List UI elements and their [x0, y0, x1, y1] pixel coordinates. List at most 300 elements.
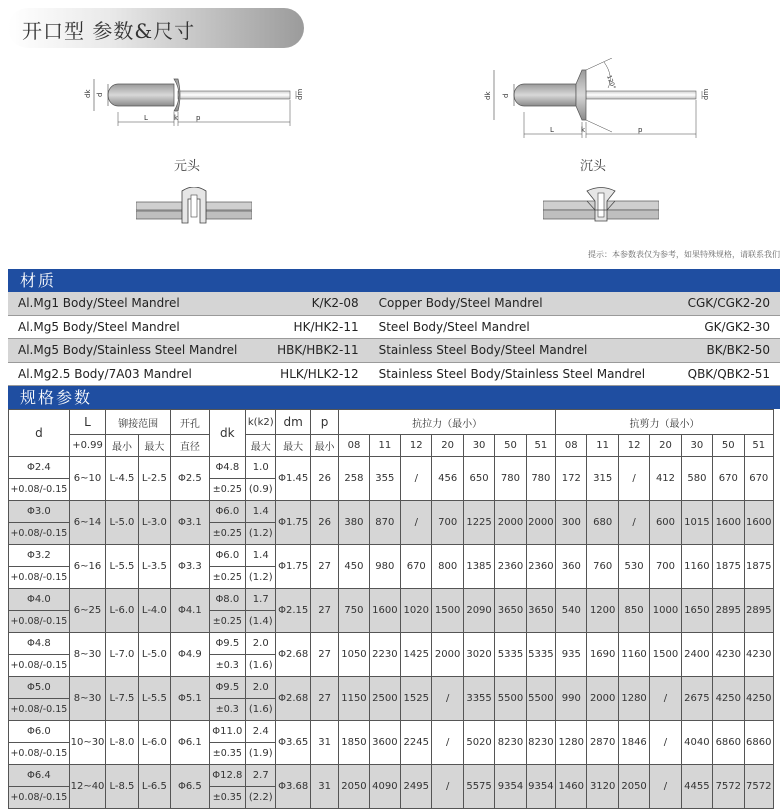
- material-name: Stainless Steel Body/Steel Mandrel: [369, 339, 672, 363]
- grip-min: L-6.0: [106, 589, 138, 633]
- head-height-k2: (1.6): [246, 655, 276, 677]
- shear-value: 2400: [681, 633, 712, 677]
- hole-diameter: Φ5.1: [171, 677, 210, 721]
- header-d: d: [9, 410, 70, 457]
- header-k: k(k2): [246, 410, 276, 435]
- shear-value: 2000: [587, 677, 618, 721]
- tensile-value: 2000: [432, 633, 463, 677]
- shear-value: 2870: [587, 721, 618, 765]
- diameter-tolerance: +0.08/-0.15: [9, 743, 70, 765]
- head-height-k2: (1.2): [246, 523, 276, 545]
- tensile-value: 9354: [526, 765, 555, 809]
- grip-min: L-7.5: [106, 677, 138, 721]
- diameter-tolerance: +0.08/-0.15: [9, 611, 70, 633]
- dome-head-rivet-drawing: [70, 70, 310, 130]
- shear-value: 1500: [650, 633, 681, 677]
- hole-diameter: Φ3.3: [171, 545, 210, 589]
- shear-value: 1690: [587, 633, 618, 677]
- shear-value: 4250: [713, 677, 744, 721]
- tensile-value: 1050: [339, 633, 369, 677]
- dome-head-installed-section: [136, 187, 252, 227]
- shear-value: 1460: [556, 765, 587, 809]
- tensile-value: 980: [369, 545, 400, 589]
- shear-value: 760: [587, 545, 618, 589]
- tensile-value: 3020: [463, 633, 494, 677]
- shear-value: 4250: [744, 677, 774, 721]
- mandrel-length: 26: [310, 501, 338, 545]
- shear-code: 20: [650, 435, 681, 457]
- material-row: [8, 315, 780, 339]
- grip-max: L-6.0: [138, 721, 170, 765]
- shear-value: 580: [681, 457, 712, 501]
- shear-value: 700: [650, 545, 681, 589]
- tensile-value: 800: [432, 545, 463, 589]
- tensile-value: 750: [339, 589, 369, 633]
- tensile-value: 700: [432, 501, 463, 545]
- dim-label-p: p: [638, 126, 643, 134]
- tensile-value: /: [432, 677, 463, 721]
- tensile-value: 5335: [495, 633, 526, 677]
- diameter-tolerance: +0.08/-0.15: [9, 655, 70, 677]
- tensile-value: 2360: [495, 545, 526, 589]
- shear-value: 412: [650, 457, 681, 501]
- shear-value: 4040: [681, 721, 712, 765]
- material-name: Al.Mg1 Body/Steel Mandrel: [8, 292, 261, 315]
- tensile-value: 258: [339, 457, 369, 501]
- tensile-value: /: [432, 765, 463, 809]
- material-code: HK/HK2-11: [261, 315, 368, 339]
- diameter: Φ2.4: [9, 457, 70, 479]
- length-range: 6~14: [69, 501, 105, 545]
- header-k-max: 最大: [246, 435, 276, 457]
- spec-row: [9, 765, 774, 787]
- grip-min: L-7.0: [106, 633, 138, 677]
- tensile-value: 2360: [526, 545, 555, 589]
- spec-row: [9, 457, 774, 479]
- grip-max: L-2.5: [138, 457, 170, 501]
- shear-code: 50: [713, 435, 744, 457]
- rivet-head: [174, 79, 180, 111]
- header-p-min: 最小: [310, 435, 338, 457]
- tensile-code: 51: [526, 435, 555, 457]
- header-dm-max: 最大: [276, 435, 310, 457]
- grip-max: L-4.0: [138, 589, 170, 633]
- diameter: Φ4.0: [9, 589, 70, 611]
- rivet-body: [108, 84, 174, 106]
- grip-min: L-5.0: [106, 501, 138, 545]
- mandrel-diameter: Φ2.68: [276, 633, 310, 677]
- spec-row: [9, 501, 774, 523]
- length-range: 8~30: [69, 633, 105, 677]
- shear-value: 1846: [618, 721, 649, 765]
- shear-value: 1160: [618, 633, 649, 677]
- header-hole-2: 直径: [171, 435, 210, 457]
- material-row: [8, 362, 780, 386]
- tensile-value: 8230: [495, 721, 526, 765]
- tensile-value: 870: [369, 501, 400, 545]
- shear-value: /: [650, 765, 681, 809]
- diameter-tolerance: +0.08/-0.15: [9, 567, 70, 589]
- dim-label-angle: 120°: [605, 74, 617, 91]
- mandrel-length: 27: [310, 545, 338, 589]
- tensile-value: 3650: [495, 589, 526, 633]
- tensile-value: 2000: [495, 501, 526, 545]
- tensile-value: 1385: [463, 545, 494, 589]
- tensile-value: 2090: [463, 589, 494, 633]
- tensile-value: 5335: [526, 633, 555, 677]
- shear-value: 6860: [713, 721, 744, 765]
- material-code: CGK/CGK2-20: [672, 292, 780, 315]
- header-shear: 抗剪力（最小）: [556, 410, 774, 435]
- mandrel: [178, 91, 290, 99]
- length-range: 12~40: [69, 765, 105, 809]
- tensile-value: 1150: [339, 677, 369, 721]
- head-diameter: Φ6.0: [209, 501, 245, 523]
- tensile-value: 8230: [526, 721, 555, 765]
- spec-row: [9, 677, 774, 699]
- head-height-k2: (1.2): [246, 567, 276, 589]
- head-diameter: Φ11.0: [209, 721, 245, 743]
- shear-value: 540: [556, 589, 587, 633]
- tensile-value: 3355: [463, 677, 494, 721]
- length-range: 10~30: [69, 721, 105, 765]
- mandrel-length: 26: [310, 457, 338, 501]
- material-name: Al.Mg5 Body/Steel Mandrel: [8, 315, 261, 339]
- hole-diameter: Φ6.5: [171, 765, 210, 809]
- tensile-value: 2500: [369, 677, 400, 721]
- header-grip-range: 铆接范围: [106, 410, 171, 435]
- tensile-value: 780: [495, 457, 526, 501]
- diameter: Φ5.0: [9, 677, 70, 699]
- diameter-tolerance: +0.08/-0.15: [9, 479, 70, 501]
- header-grip-max: 最大: [138, 435, 170, 457]
- mandrel-diameter: Φ3.65: [276, 721, 310, 765]
- mandrel-length: 27: [310, 633, 338, 677]
- dim-label-dk: dk: [84, 89, 92, 98]
- tensile-value: 4090: [369, 765, 400, 809]
- material-code: HLK/HLK2-12: [261, 362, 368, 386]
- tensile-value: /: [432, 721, 463, 765]
- header-L-tolerance: +0.99: [69, 435, 105, 457]
- shear-value: 7572: [713, 765, 744, 809]
- spec-section-header: [8, 386, 780, 409]
- spec-row: [9, 589, 774, 611]
- countersunk-installed-section: [543, 187, 659, 227]
- tensile-code: 11: [369, 435, 400, 457]
- hole-diameter: Φ4.9: [171, 633, 210, 677]
- header-L: L: [69, 410, 105, 435]
- tensile-value: 2050: [339, 765, 369, 809]
- shear-value: 360: [556, 545, 587, 589]
- shear-value: 2050: [618, 765, 649, 809]
- section-title-bar: [8, 8, 304, 48]
- grip-min: L-8.5: [106, 765, 138, 809]
- diameter: Φ3.0: [9, 501, 70, 523]
- header-p: p: [310, 410, 338, 435]
- shear-value: 1650: [681, 589, 712, 633]
- material-row: [8, 292, 780, 315]
- page-title: 开口型 参数&尺寸: [22, 19, 196, 43]
- diameter: Φ3.2: [9, 545, 70, 567]
- spec-header-row: [9, 410, 774, 435]
- tensile-value: 5020: [463, 721, 494, 765]
- material-name: Al.Mg5 Body/Stainless Steel Mandrel: [8, 339, 261, 363]
- diameter: Φ6.4: [9, 765, 70, 787]
- head-diameter-tolerance: ±0.3: [209, 699, 245, 721]
- shear-value: 990: [556, 677, 587, 721]
- material-name: Steel Body/Steel Mandrel: [369, 315, 672, 339]
- shear-value: 1600: [744, 501, 774, 545]
- material-section-header: [8, 269, 780, 292]
- material-name: Stainless Steel Body/Stainless Steel Mandrel: [369, 362, 672, 386]
- mandrel: [586, 91, 696, 99]
- header-hole-1: 开孔: [171, 410, 210, 435]
- material-section-title: 材质: [20, 271, 57, 290]
- shear-value: 1015: [681, 501, 712, 545]
- shear-value: 1200: [587, 589, 618, 633]
- tensile-code: 08: [339, 435, 369, 457]
- tensile-value: 1525: [401, 677, 432, 721]
- head-height: 1.4: [246, 501, 276, 523]
- shear-value: /: [618, 457, 649, 501]
- head-diameter: Φ9.5: [209, 633, 245, 655]
- head-diameter: Φ6.0: [209, 545, 245, 567]
- shear-value: 530: [618, 545, 649, 589]
- dim-label-k: k: [581, 126, 586, 134]
- grip-max: L-5.5: [138, 677, 170, 721]
- shear-value: 680: [587, 501, 618, 545]
- head-height: 2.0: [246, 677, 276, 699]
- header-tensile: 抗拉力（最小）: [339, 410, 556, 435]
- shear-value: 670: [713, 457, 744, 501]
- dim-label-d: d: [502, 93, 510, 98]
- shear-value: 300: [556, 501, 587, 545]
- head-height: 2.0: [246, 633, 276, 655]
- dim-label-d: d: [96, 92, 104, 97]
- tensile-value: 450: [339, 545, 369, 589]
- material-code: K/K2-08: [261, 292, 368, 315]
- grip-min: L-4.5: [106, 457, 138, 501]
- shear-value: /: [618, 501, 649, 545]
- shear-value: 1280: [556, 721, 587, 765]
- hole-diameter: Φ3.1: [171, 501, 210, 545]
- length-range: 6~25: [69, 589, 105, 633]
- tensile-value: 355: [369, 457, 400, 501]
- shear-code: 12: [618, 435, 649, 457]
- head-height-k2: (1.4): [246, 611, 276, 633]
- head-diameter: Φ9.5: [209, 677, 245, 699]
- material-table: [8, 292, 780, 386]
- tensile-value: 5575: [463, 765, 494, 809]
- head-diameter: Φ8.0: [209, 589, 245, 611]
- header-dm: dm: [276, 410, 310, 435]
- shear-value: 4230: [713, 633, 744, 677]
- mandrel-length: 31: [310, 765, 338, 809]
- dome-head-caption: 元头: [174, 159, 201, 174]
- head-diameter: Φ12.8: [209, 765, 245, 787]
- tensile-value: 1225: [463, 501, 494, 545]
- diameter: Φ6.0: [9, 721, 70, 743]
- tensile-value: 1020: [401, 589, 432, 633]
- tensile-value: 2495: [401, 765, 432, 809]
- material-row: [8, 339, 780, 363]
- shear-value: 935: [556, 633, 587, 677]
- shear-value: 172: [556, 457, 587, 501]
- tensile-value: 1600: [369, 589, 400, 633]
- length-range: 8~30: [69, 677, 105, 721]
- shear-value: 7572: [744, 765, 774, 809]
- head-height: 2.7: [246, 765, 276, 787]
- material-code: HBK/HBK2-11: [261, 339, 368, 363]
- reference-note: 提示：本参数表仅为参考，如果特殊规格，请联系我们: [588, 250, 780, 259]
- mandrel-diameter: Φ1.75: [276, 545, 310, 589]
- header-grip-min: 最小: [106, 435, 138, 457]
- tensile-value: 650: [463, 457, 494, 501]
- tensile-value: 9354: [495, 765, 526, 809]
- dim-label-L: L: [550, 126, 554, 134]
- tensile-value: 3650: [526, 589, 555, 633]
- shear-value: 670: [744, 457, 774, 501]
- material-code: GK/GK2-30: [672, 315, 780, 339]
- head-height-k2: (0.9): [246, 479, 276, 501]
- shear-value: 4455: [681, 765, 712, 809]
- head-diameter-tolerance: ±0.25: [209, 567, 245, 589]
- tensile-value: 5500: [526, 677, 555, 721]
- head-height-k2: (2.2): [246, 787, 276, 809]
- mandrel-diameter: Φ2.68: [276, 677, 310, 721]
- shear-value: 2675: [681, 677, 712, 721]
- shear-value: 2895: [713, 589, 744, 633]
- length-range: 6~16: [69, 545, 105, 589]
- mandrel-length: 27: [310, 589, 338, 633]
- head-height: 2.4: [246, 721, 276, 743]
- shear-value: 1280: [618, 677, 649, 721]
- diameter-tolerance: +0.08/-0.15: [9, 523, 70, 545]
- head-height: 1.4: [246, 545, 276, 567]
- shear-value: 1600: [713, 501, 744, 545]
- tensile-value: 2245: [401, 721, 432, 765]
- diameter-tolerance: +0.08/-0.15: [9, 787, 70, 809]
- grip-min: L-5.5: [106, 545, 138, 589]
- shear-value: 315: [587, 457, 618, 501]
- shear-value: 850: [618, 589, 649, 633]
- spec-row: [9, 545, 774, 567]
- diameter-tolerance: +0.08/-0.15: [9, 699, 70, 721]
- tensile-value: /: [401, 501, 432, 545]
- spec-section-title: 规格参数: [20, 388, 93, 407]
- shear-value: 6860: [744, 721, 774, 765]
- dim-label-dk: dk: [484, 91, 492, 100]
- tensile-value: 5500: [495, 677, 526, 721]
- diameter: Φ4.8: [9, 633, 70, 655]
- mandrel-diameter: Φ2.15: [276, 589, 310, 633]
- material-code: QBK/QBK2-51: [672, 362, 780, 386]
- tensile-value: 3600: [369, 721, 400, 765]
- header-dk: dk: [209, 410, 245, 457]
- spec-table: [8, 409, 774, 809]
- material-code: BK/BK2-50: [672, 339, 780, 363]
- dim-label-dm: dm: [296, 88, 304, 100]
- hole-diameter: Φ4.1: [171, 589, 210, 633]
- shear-code: 08: [556, 435, 587, 457]
- hole-diameter: Φ2.5: [171, 457, 210, 501]
- shear-value: 1000: [650, 589, 681, 633]
- head-diameter-tolerance: ±0.25: [209, 523, 245, 545]
- head-diameter-tolerance: ±0.35: [209, 743, 245, 765]
- head-diameter-tolerance: ±0.35: [209, 787, 245, 809]
- head-height: 1.0: [246, 457, 276, 479]
- hole-diameter: Φ6.1: [171, 721, 210, 765]
- shear-value: /: [650, 721, 681, 765]
- dim-label-p: p: [196, 114, 201, 122]
- head-height-k2: (1.6): [246, 699, 276, 721]
- material-name: Al.Mg2.5 Body/7A03 Mandrel: [8, 362, 261, 386]
- tensile-code: 50: [495, 435, 526, 457]
- spec-row: [9, 721, 774, 743]
- shear-value: 1875: [744, 545, 774, 589]
- dim-label-L: L: [144, 114, 148, 122]
- mandrel-diameter: Φ3.68: [276, 765, 310, 809]
- mandrel-length: 27: [310, 677, 338, 721]
- length-range: 6~10: [69, 457, 105, 501]
- mandrel-diameter: Φ1.45: [276, 457, 310, 501]
- grip-max: L-3.5: [138, 545, 170, 589]
- countersunk-caption: 沉头: [580, 159, 607, 174]
- dim-label-k: k: [174, 114, 179, 122]
- material-name: Copper Body/Steel Mandrel: [369, 292, 672, 315]
- shear-value: /: [650, 677, 681, 721]
- spec-subheader-row: [9, 435, 774, 457]
- tensile-code: 12: [401, 435, 432, 457]
- countersunk-head: [576, 70, 586, 120]
- dim-label-dm: dm: [702, 88, 710, 100]
- tensile-value: 1850: [339, 721, 369, 765]
- tensile-value: 1500: [432, 589, 463, 633]
- tensile-value: 780: [526, 457, 555, 501]
- tensile-code: 30: [463, 435, 494, 457]
- head-height: 1.7: [246, 589, 276, 611]
- grip-max: L-5.0: [138, 633, 170, 677]
- shear-value: 2895: [744, 589, 774, 633]
- head-height-k2: (1.9): [246, 743, 276, 765]
- tensile-value: 670: [401, 545, 432, 589]
- grip-max: L-6.5: [138, 765, 170, 809]
- tensile-value: 380: [339, 501, 369, 545]
- head-diameter-tolerance: ±0.25: [209, 479, 245, 501]
- tensile-value: 2000: [526, 501, 555, 545]
- tensile-value: 456: [432, 457, 463, 501]
- countersunk-rivet-drawing: [480, 58, 720, 142]
- spec-row: [9, 633, 774, 655]
- head-diameter-tolerance: ±0.25: [209, 611, 245, 633]
- shear-code: 30: [681, 435, 712, 457]
- head-diameter: Φ4.8: [209, 457, 245, 479]
- tensile-value: 2230: [369, 633, 400, 677]
- rivet-body: [514, 84, 576, 106]
- shear-value: 3120: [587, 765, 618, 809]
- shear-code: 11: [587, 435, 618, 457]
- shear-value: 4230: [744, 633, 774, 677]
- shear-code: 51: [744, 435, 774, 457]
- tensile-value: /: [401, 457, 432, 501]
- mandrel-diameter: Φ1.75: [276, 501, 310, 545]
- grip-min: L-8.0: [106, 721, 138, 765]
- mandrel-length: 31: [310, 721, 338, 765]
- head-diameter-tolerance: ±0.3: [209, 655, 245, 677]
- shear-value: 600: [650, 501, 681, 545]
- grip-max: L-3.0: [138, 501, 170, 545]
- tensile-value: 1425: [401, 633, 432, 677]
